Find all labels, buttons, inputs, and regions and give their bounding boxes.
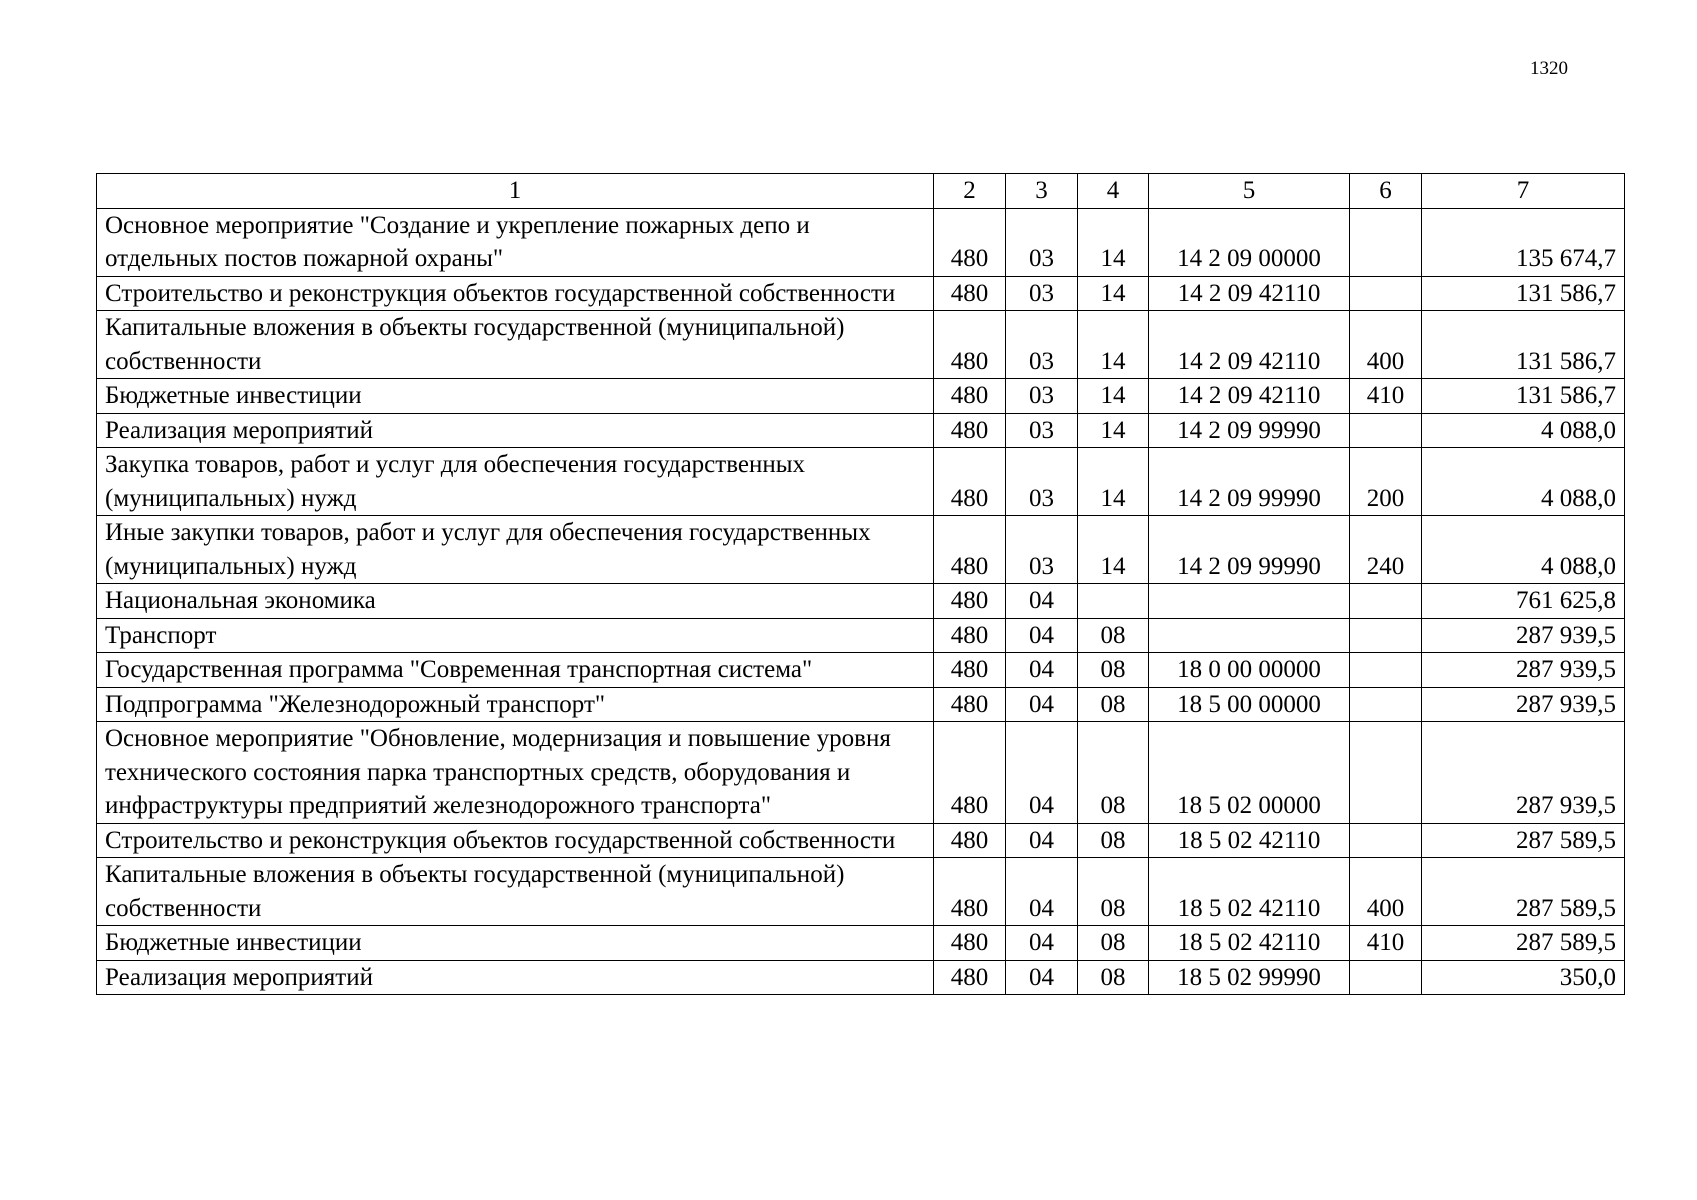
row-csr-cell: 14 2 09 99990 bbox=[1149, 448, 1350, 516]
header-cell: 6 bbox=[1350, 174, 1422, 209]
row-gr-cell: 480 bbox=[934, 687, 1006, 722]
row-gr-cell: 480 bbox=[934, 618, 1006, 653]
row-gr-cell: 480 bbox=[934, 276, 1006, 311]
row-pr-cell: 14 bbox=[1078, 208, 1149, 276]
row-name-cell: Национальная экономика bbox=[97, 584, 934, 619]
page-number: 1320 bbox=[1530, 58, 1568, 79]
table-row bbox=[97, 379, 1625, 414]
header-cell: 5 bbox=[1149, 174, 1350, 209]
row-csr-cell: 14 2 09 00000 bbox=[1149, 208, 1350, 276]
table-row bbox=[97, 926, 1625, 961]
row-vr-cell: 240 bbox=[1350, 516, 1422, 584]
row-sum-cell: 4 088,0 bbox=[1422, 448, 1625, 516]
row-name-cell: Строительство и реконструкция объектов государственной собственности bbox=[97, 823, 934, 858]
row-sum-cell: 287 939,5 bbox=[1422, 653, 1625, 688]
row-sum-cell: 131 586,7 bbox=[1422, 379, 1625, 414]
header-cell: 3 bbox=[1006, 174, 1078, 209]
row-rz-cell: 03 bbox=[1006, 413, 1078, 448]
row-name-cell: Закупка товаров, работ и услуг для обеспечения государственных (муниципальных) нужд bbox=[97, 448, 934, 516]
row-csr-cell: 18 5 02 42110 bbox=[1149, 926, 1350, 961]
row-vr-cell bbox=[1350, 960, 1422, 995]
row-pr-cell: 14 bbox=[1078, 276, 1149, 311]
row-vr-cell bbox=[1350, 653, 1422, 688]
row-vr-cell: 410 bbox=[1350, 926, 1422, 961]
row-rz-cell: 03 bbox=[1006, 208, 1078, 276]
row-sum-cell: 761 625,8 bbox=[1422, 584, 1625, 619]
row-gr-cell: 480 bbox=[934, 208, 1006, 276]
row-csr-cell: 18 5 02 42110 bbox=[1149, 858, 1350, 926]
row-rz-cell: 03 bbox=[1006, 311, 1078, 379]
row-csr-cell: 18 5 02 99990 bbox=[1149, 960, 1350, 995]
row-vr-cell: 410 bbox=[1350, 379, 1422, 414]
row-gr-cell: 480 bbox=[934, 823, 1006, 858]
row-gr-cell: 480 bbox=[934, 858, 1006, 926]
row-csr-cell: 14 2 09 99990 bbox=[1149, 413, 1350, 448]
row-sum-cell: 287 939,5 bbox=[1422, 722, 1625, 824]
row-vr-cell bbox=[1350, 276, 1422, 311]
row-name-cell: Иные закупки товаров, работ и услуг для обеспечения государственных (муниципальных) нужд bbox=[97, 516, 934, 584]
row-pr-cell: 08 bbox=[1078, 858, 1149, 926]
row-pr-cell: 14 bbox=[1078, 311, 1149, 379]
row-rz-cell: 04 bbox=[1006, 926, 1078, 961]
row-vr-cell bbox=[1350, 823, 1422, 858]
row-pr-cell: 08 bbox=[1078, 722, 1149, 824]
row-sum-cell: 131 586,7 bbox=[1422, 311, 1625, 379]
row-sum-cell: 135 674,7 bbox=[1422, 208, 1625, 276]
row-pr-cell: 14 bbox=[1078, 413, 1149, 448]
row-gr-cell: 480 bbox=[934, 413, 1006, 448]
row-csr-cell: 18 5 02 42110 bbox=[1149, 823, 1350, 858]
table-row bbox=[97, 413, 1625, 448]
row-vr-cell bbox=[1350, 584, 1422, 619]
row-rz-cell: 03 bbox=[1006, 448, 1078, 516]
row-rz-cell: 03 bbox=[1006, 276, 1078, 311]
row-vr-cell bbox=[1350, 687, 1422, 722]
header-cell: 4 bbox=[1078, 174, 1149, 209]
row-name-cell: Бюджетные инвестиции bbox=[97, 379, 934, 414]
row-pr-cell: 08 bbox=[1078, 687, 1149, 722]
row-pr-cell: 14 bbox=[1078, 379, 1149, 414]
table-row bbox=[97, 276, 1625, 311]
row-rz-cell: 04 bbox=[1006, 858, 1078, 926]
row-csr-cell: 18 5 00 00000 bbox=[1149, 687, 1350, 722]
row-name-cell: Строительство и реконструкция объектов государственной собственности bbox=[97, 276, 934, 311]
row-name-cell: Основное мероприятие "Обновление, модернизация и повышение уровня технического состояния парка транспортных средств, оборудования и инфраструктуры предприятий железнодорожного транспорта" bbox=[97, 722, 934, 824]
table-row bbox=[97, 448, 1625, 516]
row-vr-cell bbox=[1350, 722, 1422, 824]
row-rz-cell: 04 bbox=[1006, 687, 1078, 722]
row-sum-cell: 131 586,7 bbox=[1422, 276, 1625, 311]
row-gr-cell: 480 bbox=[934, 653, 1006, 688]
row-name-cell: Государственная программа "Современная транспортная система" bbox=[97, 653, 934, 688]
row-csr-cell: 18 0 00 00000 bbox=[1149, 653, 1350, 688]
row-pr-cell: 08 bbox=[1078, 823, 1149, 858]
row-sum-cell: 287 589,5 bbox=[1422, 926, 1625, 961]
table-row bbox=[97, 722, 1625, 824]
row-name-cell: Реализация мероприятий bbox=[97, 960, 934, 995]
header-cell: 2 bbox=[934, 174, 1006, 209]
table-row bbox=[97, 653, 1625, 688]
table-row bbox=[97, 208, 1625, 276]
header-cell: 1 bbox=[97, 174, 934, 209]
row-rz-cell: 03 bbox=[1006, 516, 1078, 584]
row-vr-cell: 400 bbox=[1350, 858, 1422, 926]
row-csr-cell bbox=[1149, 584, 1350, 619]
row-vr-cell: 200 bbox=[1350, 448, 1422, 516]
row-vr-cell bbox=[1350, 208, 1422, 276]
row-sum-cell: 350,0 bbox=[1422, 960, 1625, 995]
row-pr-cell bbox=[1078, 584, 1149, 619]
table-row bbox=[97, 584, 1625, 619]
row-gr-cell: 480 bbox=[934, 722, 1006, 824]
row-name-cell: Транспорт bbox=[97, 618, 934, 653]
header-cell: 7 bbox=[1422, 174, 1625, 209]
table-row bbox=[97, 311, 1625, 379]
row-rz-cell: 04 bbox=[1006, 823, 1078, 858]
row-rz-cell: 04 bbox=[1006, 722, 1078, 824]
row-rz-cell: 04 bbox=[1006, 584, 1078, 619]
table-row bbox=[97, 516, 1625, 584]
table-row bbox=[97, 823, 1625, 858]
row-pr-cell: 14 bbox=[1078, 516, 1149, 584]
row-csr-cell: 18 5 02 00000 bbox=[1149, 722, 1350, 824]
row-vr-cell: 400 bbox=[1350, 311, 1422, 379]
row-sum-cell: 287 589,5 bbox=[1422, 858, 1625, 926]
row-rz-cell: 04 bbox=[1006, 618, 1078, 653]
row-vr-cell bbox=[1350, 618, 1422, 653]
row-pr-cell: 08 bbox=[1078, 618, 1149, 653]
row-vr-cell bbox=[1350, 413, 1422, 448]
table-row bbox=[97, 687, 1625, 722]
row-name-cell: Подпрограмма "Железнодорожный транспорт" bbox=[97, 687, 934, 722]
row-pr-cell: 08 bbox=[1078, 653, 1149, 688]
row-csr-cell: 14 2 09 42110 bbox=[1149, 311, 1350, 379]
row-gr-cell: 480 bbox=[934, 584, 1006, 619]
row-csr-cell: 14 2 09 42110 bbox=[1149, 379, 1350, 414]
row-csr-cell: 14 2 09 99990 bbox=[1149, 516, 1350, 584]
row-sum-cell: 4 088,0 bbox=[1422, 413, 1625, 448]
row-gr-cell: 480 bbox=[934, 448, 1006, 516]
row-sum-cell: 287 939,5 bbox=[1422, 687, 1625, 722]
row-name-cell: Реализация мероприятий bbox=[97, 413, 934, 448]
row-name-cell: Бюджетные инвестиции bbox=[97, 926, 934, 961]
row-csr-cell bbox=[1149, 618, 1350, 653]
row-gr-cell: 480 bbox=[934, 311, 1006, 379]
row-sum-cell: 287 939,5 bbox=[1422, 618, 1625, 653]
row-name-cell: Основное мероприятие "Создание и укрепление пожарных депо и отдельных постов пожарной охраны" bbox=[97, 208, 934, 276]
row-gr-cell: 480 bbox=[934, 926, 1006, 961]
row-pr-cell: 14 bbox=[1078, 448, 1149, 516]
table-row bbox=[97, 960, 1625, 995]
row-gr-cell: 480 bbox=[934, 379, 1006, 414]
row-sum-cell: 4 088,0 bbox=[1422, 516, 1625, 584]
table-body bbox=[97, 174, 1625, 995]
row-gr-cell: 480 bbox=[934, 516, 1006, 584]
table-header-row bbox=[97, 174, 1625, 209]
row-pr-cell: 08 bbox=[1078, 960, 1149, 995]
budget-table bbox=[96, 173, 1625, 995]
row-sum-cell: 287 589,5 bbox=[1422, 823, 1625, 858]
row-name-cell: Капитальные вложения в объекты государственной (муниципальной) собственности bbox=[97, 858, 934, 926]
row-rz-cell: 03 bbox=[1006, 379, 1078, 414]
row-csr-cell: 14 2 09 42110 bbox=[1149, 276, 1350, 311]
table-row bbox=[97, 858, 1625, 926]
row-gr-cell: 480 bbox=[934, 960, 1006, 995]
row-pr-cell: 08 bbox=[1078, 926, 1149, 961]
table-row bbox=[97, 618, 1625, 653]
row-rz-cell: 04 bbox=[1006, 653, 1078, 688]
row-rz-cell: 04 bbox=[1006, 960, 1078, 995]
row-name-cell: Капитальные вложения в объекты государственной (муниципальной) собственности bbox=[97, 311, 934, 379]
